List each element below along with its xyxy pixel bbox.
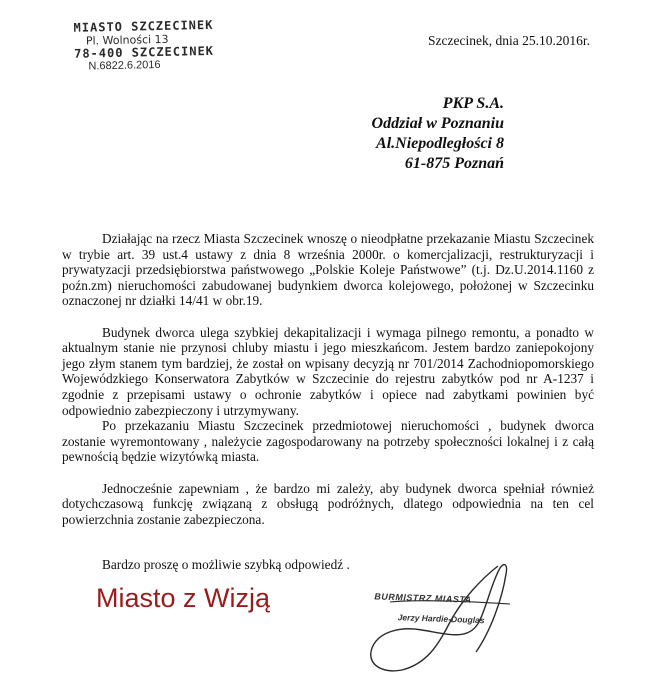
paragraph-assurance: Jednocześnie zapewniam , że bardzo mi zależy, aby budynek dworca spełniał również dotychczasową funkcję związaną z obsługą podróżnych, dlatego odpowiednia na ten cel powierzchnia zostanie zabezpieczona. [62, 480, 594, 527]
addressee-block [372, 94, 504, 174]
addressee-street: Al.Niepodległości 8 [376, 135, 504, 152]
stamp-street-address: Pl. Wolności 13 [85, 32, 169, 48]
paragraph-building-condition: Budynek dworca ulega szybkiej dekapitalizacji i wymaga pilnego remontu, a ponadto w aktualnym stanie nie przynosi chluby miastu i jego mieszkańcom. Jestem bardzo zaniepokojony jego złym stanem tym bardziej, że został on wpisany decyzją nr 701/2014 Zachodniopomorskiego Wojewódzkiego Konserwatora Zabytków w Szczecinie do rejestru zabytków pod nr A-1237 i zgodnie z przepisami ustawy o ochronie zabytków i opiece nad zabytkami powinien być odpowiednio zabezpieczony i utrzymywany. [62, 324, 594, 418]
letter-body [62, 231, 594, 527]
paragraph-request: Działając na rzecz Miasta Szczecinek wnoszę o nieodpłatne przekazanie Miastu Szczecinek w trybie art. 39 ust.4 ustawy z dnia 8 września 2000r. o komercjalizacji, restrukturyzacji i prywatyzacji przedsiębiorstwa państwowego „Polskie Koleje Państwowe” (t.j. Dz.U.2014.1160 z poźn.zm) nieruchomości zabudowanej budynkiem dworca kolejowego, położonej w Szczecinku oznaczonej nr działki 14/41 w obr.19. [62, 231, 594, 309]
addressee-postal-city: 61-875 Poznań [404, 155, 504, 172]
city-slogan: Miasto z Wizją [96, 583, 271, 613]
mayor-title: BURMISTRZ MIASTA [374, 591, 472, 605]
city-office-stamp [73, 18, 244, 74]
stamp-city-name: MIASTO SZCZECINEK [73, 17, 214, 35]
mayor-signature-stamp [374, 591, 525, 626]
document-reference-number: N.6822.6.2016 [88, 58, 161, 73]
addressee-branch: Oddział w Poznaniu [371, 115, 504, 132]
paragraph-after-transfer: Po przekazaniu Miastu Szczecinek przedmiotowej nieruchomości , budynek dworca zostanie wyremontowany , należycie zagospodarowany na potrzeby społeczności lokalnej i z całą pewnością będzie wizytówką miasta. [62, 418, 594, 465]
addressee-company: PKP S.A. [442, 95, 504, 112]
closing-line: Bardzo proszę o możliwie szybką odpowiedź . [102, 557, 350, 572]
letter-date: Szczecinek, dnia 25.10.2016r. [428, 33, 590, 48]
mayor-name: Jerzy Hardie-Douglas [397, 612, 485, 626]
stamp-postal-city: 78-400 SZCZECINEK [73, 43, 215, 61]
